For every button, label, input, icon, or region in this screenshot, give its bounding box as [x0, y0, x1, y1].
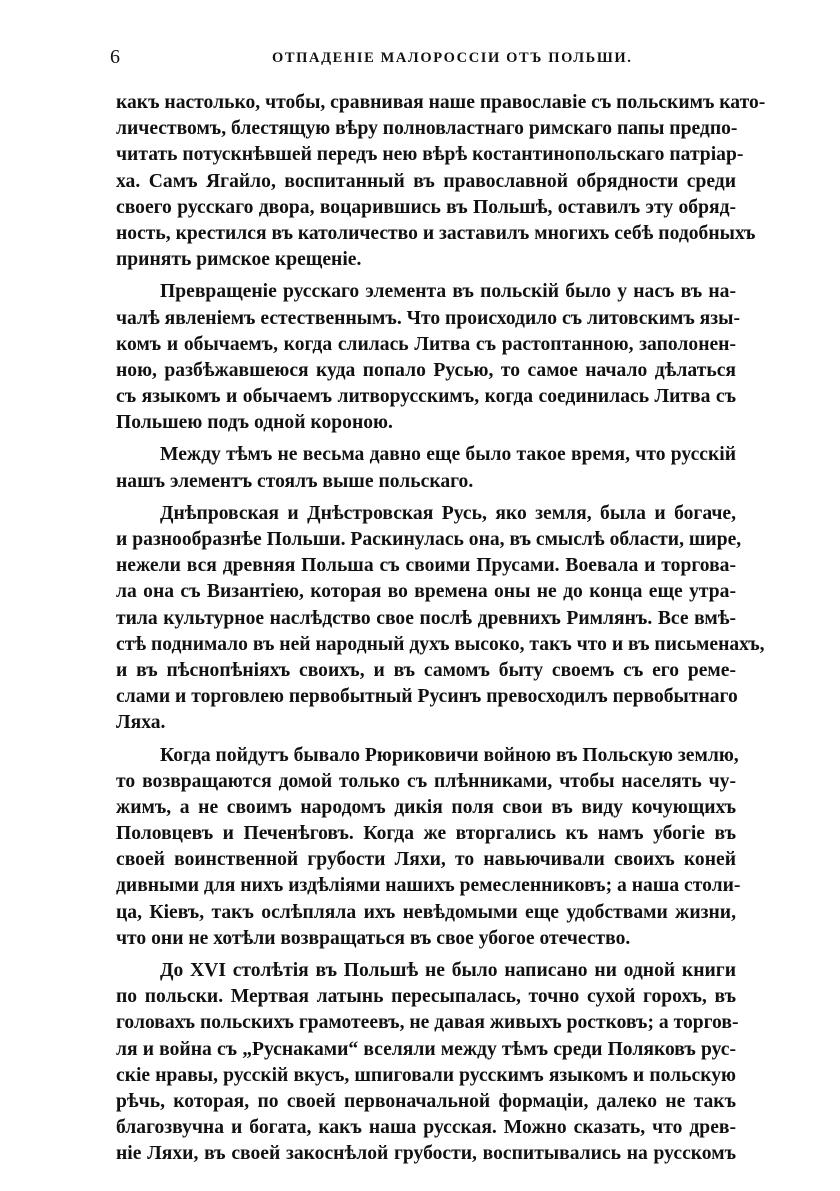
- text-line: головахъ польскихъ грамотеевъ, не давая живыхъ ростковъ; а торгов-: [116, 1012, 739, 1034]
- text-line: то возвращаются домой только съ плѣнниками, чтобы населять чу-: [116, 770, 736, 792]
- text-line: своего русскаго двора, воцарившись въ Польшѣ, оставилъ эту обряд-: [116, 196, 736, 218]
- paragraph: [116, 279, 740, 436]
- text-line: дивными для нихъ издѣліями нашихъ ремесленниковъ; а наша столи-: [116, 875, 741, 897]
- text-line: Когда пойдутъ бывало Рюриковичи войною въ Польскую землю,: [160, 744, 739, 766]
- body-text: [116, 90, 766, 1168]
- text-line: что они не хотѣли возвращаться въ свое убогое отечество.: [116, 927, 631, 949]
- paragraph: [116, 90, 766, 273]
- text-line: Превращеніе русскаго элемента въ польскій было у насъ въ на-: [160, 281, 736, 303]
- paragraph: [116, 958, 739, 1168]
- text-line: жимъ, а не своимъ народомъ дикія поля свои въ виду кочующихъ: [116, 796, 736, 818]
- text-line: тила культурное наслѣдство свое послѣ древнихъ Римлянъ. Все вмѣ-: [116, 607, 736, 629]
- text-line: ла она съ Византіею, которая во времена оны не до конца еще утра-: [116, 581, 736, 603]
- text-line: и разнообразнѣе Польши. Раскинулась она, въ смыслѣ области, шире,: [116, 529, 742, 550]
- text-line: читать потускнѣвшей передъ нею вѣрѣ костантинопольскаго патріар-: [116, 144, 744, 166]
- text-line: рѣчь, которая, по своей первоначальной формаціи, далеко не такъ: [116, 1090, 736, 1112]
- text-line: скіе нравы, русскій вкусъ, шпиговали русскимъ языкомъ и польскую: [116, 1064, 736, 1086]
- text-line: слами и торговлею первобытный Русинъ превосходилъ первобытнаго: [116, 686, 738, 708]
- running-title: ОТПАДЕНІЕ МАЛОРОССІИ ОТЪ ПОЛЬШИ.: [272, 50, 633, 66]
- text-line: комъ и обычаемъ, когда слилась Литва съ растоптанною, заполонен-: [116, 333, 736, 355]
- text-line: стѣ поднимало въ ней народный духъ высоко, такъ что и въ письменахъ,: [116, 633, 765, 655]
- text-line: нашъ элементъ стоялъ выше польскаго.: [116, 470, 474, 492]
- text-line: благозвучна и богата, какъ наша русская. Можно сказать, что древ-: [116, 1117, 736, 1139]
- text-line: своей воинственной грубости Ляхи, то навьючивали своихъ коней: [116, 849, 736, 871]
- text-line: Ляха.: [116, 712, 166, 734]
- text-line: До XVI столѣтія въ Польшѣ не было написано ни одной книги: [160, 960, 736, 981]
- text-line: Между тѣмъ не весьма давно еще было такое время, что русскій: [160, 444, 736, 466]
- text-line: ніе Ляхи, въ своей закоснѣлой грубости, воспитывались на русскомъ: [116, 1143, 736, 1165]
- text-line: и въ пѣснопѣніяхъ своихъ, и въ самомъ быту своемъ съ его реме-: [116, 659, 736, 681]
- paragraph: [116, 442, 736, 494]
- text-line: ца, Кіевъ, такъ ослѣпляла ихъ невѣдомыми еще удобствами жизни,: [116, 901, 736, 923]
- text-line: ха. Самъ Ягайло, воспитанный въ православной обрядности среди: [116, 170, 736, 192]
- text-line: ля и война съ „Руснаками“ вселяли между тѣмъ среди Поляковъ рус-: [116, 1038, 736, 1060]
- paragraph: [116, 501, 765, 737]
- text-line: нежели вся древняя Польша съ своими Прусами. Воевала и торгова-: [116, 555, 736, 577]
- text-line: съ языкомъ и обычаемъ литворусскимъ, когда соединилась Литва съ: [116, 386, 736, 408]
- text-line: по польски. Мертвая латынь пересыпалась, точно сухой горохъ, въ: [116, 986, 736, 1008]
- paragraph: [116, 743, 741, 953]
- text-line: ною, разбѣжавшеюся куда попало Русью, то самое начало дѣлаться: [116, 359, 736, 381]
- text-line: Днѣпровская и Днѣстровская Русь, яко земля, была и богаче,: [160, 502, 736, 524]
- text-line: принять римское крещеніе.: [116, 249, 362, 271]
- text-line: чалѣ явленіемъ естественнымъ. Что происходило съ литовскимъ язы-: [116, 307, 740, 329]
- text-line: ность, крестился въ католичество и заставилъ многихъ себѣ подобныхъ: [116, 222, 756, 244]
- text-line: какъ настолько, чтобы, сравнивая наше православіе съ польскимъ като-: [116, 92, 766, 113]
- text-line: Половцевъ и Печенѣговъ. Когда же вторгались къ намъ убогіе въ: [116, 823, 736, 845]
- page-number: 6: [110, 46, 120, 68]
- text-line: Польшею подъ одной короною.: [116, 412, 393, 434]
- text-line: личествомъ, блестящую вѣру полновластнаго римскаго папы предпо-: [116, 118, 738, 140]
